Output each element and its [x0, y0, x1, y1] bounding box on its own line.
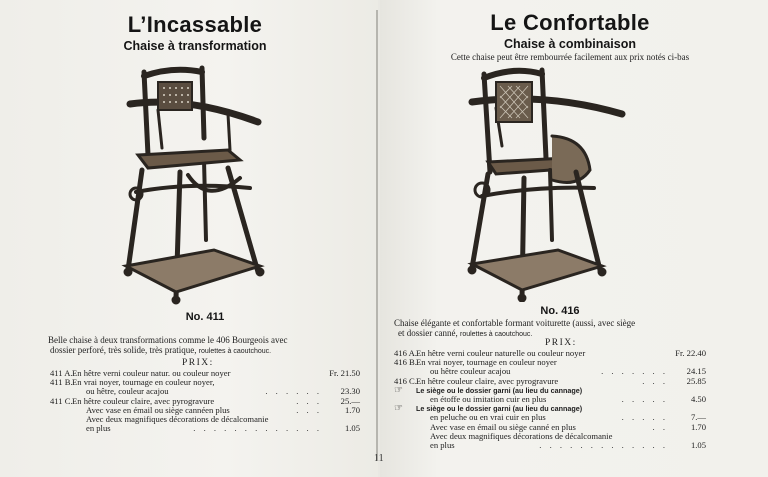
- price-row: ☞ Le siège ou le dossier garni (au lieu du cannage): [394, 403, 583, 415]
- price-row: en peluche ou en vrai cuir en plus . . . . . 7.—: [430, 412, 706, 423]
- right-prix-heading: PRIX:: [545, 338, 577, 348]
- page-number: 11: [374, 453, 384, 464]
- left-description: [48, 336, 370, 356]
- price-row: 411 A. En hêtre verni couleur natur. ou couleur noyer Fr. 21.50: [50, 368, 360, 378]
- right-title: Le Confortable: [490, 10, 650, 35]
- left-prix-heading: PRIX:: [182, 358, 214, 368]
- right-desc-small: roulettes à caoutchouc.: [459, 330, 533, 338]
- right-desc-line1: Chaise élégante et confortable formant voiturette (aussi, avec siège: [394, 318, 636, 328]
- highchair-411-illustration: [118, 60, 283, 305]
- right-description: [394, 319, 764, 339]
- price-row: 411 C. En hêtre couleur claire, avec pyrogravure . . . 25.—: [50, 395, 360, 406]
- price-row: en plus . . . . . . . . . . . . . 1.05: [430, 439, 706, 450]
- left-subtitle: Chaise à transformation: [123, 39, 267, 53]
- right-intro: Cette chaise peut être rembourrée facilement aux prix notés ci-bas: [450, 52, 690, 62]
- price-row: 411 B. En vrai noyer, tournage en couleur noyer,: [50, 377, 215, 388]
- right-desc-line2: et dossier canné,: [398, 327, 458, 338]
- right-price-list: [394, 349, 706, 450]
- page-gutter: [376, 10, 378, 460]
- price-row: 416 C. En hêtre couleur claire, avec pyrogravure . . . 25.85: [394, 375, 706, 386]
- price-row: 416 B. En vrai noyer, tournage en couleur noyer: [394, 357, 557, 368]
- price-row: ou hêtre couleur acajou . . . . . . . 24.15: [430, 366, 706, 377]
- price-row: 416 A. En hêtre verni couleur naturelle ou couleur noyer Fr. 22.40: [394, 348, 706, 358]
- right-model-number: No. 416: [540, 305, 580, 317]
- right-subtitle: Chaise à combinaison: [504, 37, 636, 51]
- left-title: L’Incassable: [127, 12, 263, 37]
- price-row: Avec deux magnifiques décorations de décalcomanie: [430, 431, 613, 441]
- pointing-hand-icon: ☞: [394, 384, 403, 396]
- left-model-number: No. 411: [185, 311, 225, 323]
- left-desc-small: roulettes à caoutchouc.: [198, 347, 272, 355]
- highchair-416-illustration: [466, 62, 636, 302]
- left-price-list: [50, 369, 360, 433]
- price-row: ☞ Le siège ou le dossier garni (au lieu du cannage): [394, 384, 583, 396]
- price-row: en étoffe ou imitation cuir en plus . . . . . 4.50: [430, 393, 706, 404]
- price-row: ou hêtre, couleur acajou . . . . . . 23.30: [86, 386, 360, 397]
- price-row: en plus . . . . . . . . . . . . . 1.05: [86, 423, 360, 434]
- left-desc-line1: Belle chaise à deux transformations comme le 406 Bourgeois avec: [48, 335, 288, 345]
- pointing-hand-icon: ☞: [394, 403, 403, 415]
- left-desc-line2: dossier perforé, très solide, très pratique,: [50, 344, 197, 355]
- price-row: Avec vase en émail ou siège canné en plus . . 1.70: [430, 421, 706, 432]
- price-row: Avec vase en émail ou siège cannéen plus . . . 1.70: [86, 404, 360, 415]
- price-row: Avec deux magnifiques décorations de décalcomanie: [86, 414, 269, 424]
